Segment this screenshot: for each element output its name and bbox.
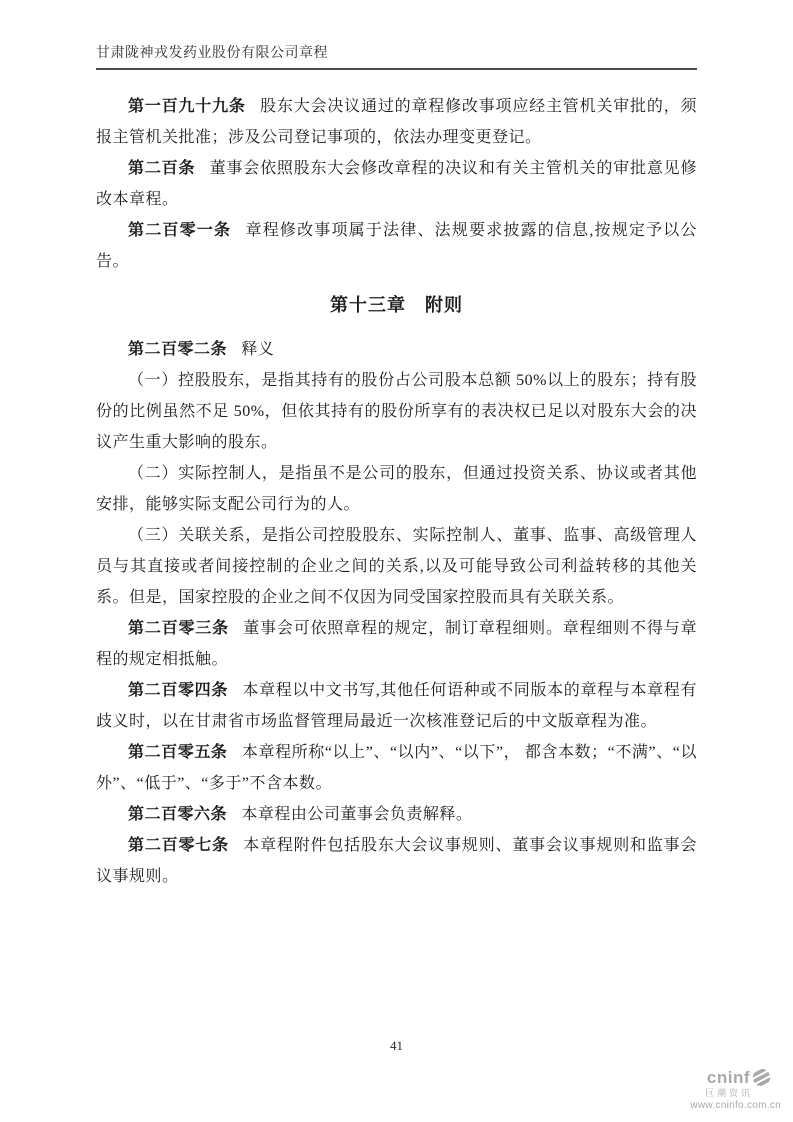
page-header bbox=[96, 0, 697, 70]
header-document-title: 甘肃陇神戎发药业股份有限公司章程 bbox=[96, 46, 328, 61]
article-paragraph bbox=[96, 458, 697, 520]
article-text: 本章程以中文书写,其他任何语种或不同版本的章程与本章程有歧义时，以在甘肃省市场监督管理局最近一次核准登记后的中文版章程为准。 bbox=[96, 682, 697, 730]
article-text: 本章程所称“以上”、“以内”、“以下”， 都含本数；“不满”、“以外”、“低于”、“多于”不含本数。 bbox=[96, 744, 697, 792]
article-paragraph bbox=[96, 520, 697, 613]
article-paragraph bbox=[96, 215, 697, 277]
article-text: 释义 bbox=[241, 341, 275, 358]
article-text: （三）关联关系，是指公司控股股东、实际控制人、董事、监事、高级管理人员与其直接或者间接控制的企业之间的关系,以及可能导致公司利益转移的其他关系。但是，国家控股的企业之间不仅因为同受国家控股而具有关联关系。 bbox=[96, 527, 697, 606]
document-body bbox=[96, 70, 697, 892]
article-paragraph bbox=[96, 91, 697, 153]
article-number: 第一百九十九条 bbox=[128, 98, 246, 115]
article-number: 第二百条 bbox=[128, 160, 196, 177]
cninfo-logo-icon bbox=[752, 1068, 771, 1087]
article-text: 董事会依照股东大会修改章程的决议和有关主管机关的审批意见修改本章程。 bbox=[96, 160, 697, 208]
article-text: 章程修改事项属于法律、法规要求披露的信息,按规定予以公告。 bbox=[96, 222, 697, 270]
article-paragraph bbox=[96, 675, 697, 737]
article-paragraph bbox=[96, 153, 697, 215]
article-number: 第二百零五条 bbox=[128, 744, 228, 761]
article-text: 股东大会决议通过的章程修改事项应经主管机关审批的，须报主管机关批准；涉及公司登记事项的，依法办理变更登记。 bbox=[96, 98, 697, 146]
article-paragraph bbox=[96, 799, 697, 830]
article-number: 第二百零二条 bbox=[128, 341, 228, 358]
article-number: 第二百零四条 bbox=[128, 682, 229, 699]
watermark-brand-row bbox=[625, 1068, 785, 1087]
article-text: （一）控股股东，是指其持有的股份占公司股本总额 50%以上的股东；持有股份的比例虽然不足 50%，但依其持有的股份所享有的表决权已足以对股东大会的决议产生重大影响的股东。 bbox=[96, 372, 697, 451]
watermark-chinese-name: 巨潮资讯 bbox=[704, 1088, 753, 1098]
article-paragraph bbox=[96, 334, 697, 365]
article-text: 董事会可依照章程的规定，制订章程细则。章程细则不得与章程的规定相抵触。 bbox=[96, 620, 697, 668]
article-text: 本章程由公司董事会负责解释。 bbox=[241, 806, 473, 823]
cninfo-watermark bbox=[625, 1068, 785, 1111]
article-number: 第二百零一条 bbox=[128, 222, 232, 239]
page-number: 41 bbox=[390, 1038, 403, 1053]
article-text: 本章程附件包括股东大会议事规则、董事会议事规则和监事会议事规则。 bbox=[96, 837, 697, 885]
article-paragraph bbox=[96, 365, 697, 458]
watermark-brand-text: cninf bbox=[706, 1068, 750, 1087]
article-number: 第二百零三条 bbox=[128, 620, 229, 637]
article-paragraph bbox=[96, 613, 697, 675]
watermark-url: www.cninfo.com.cn bbox=[690, 1100, 781, 1111]
article-text: （二）实际控制人，是指虽不是公司的股东，但通过投资关系、协议或者其他安排，能够实际支配公司行为的人。 bbox=[96, 465, 697, 513]
article-number: 第二百零七条 bbox=[128, 837, 229, 854]
article-paragraph bbox=[96, 737, 697, 799]
article-number: 第二百零六条 bbox=[128, 806, 228, 823]
chapter-heading: 第十三章 附则 bbox=[330, 295, 463, 315]
article-paragraph bbox=[96, 830, 697, 892]
